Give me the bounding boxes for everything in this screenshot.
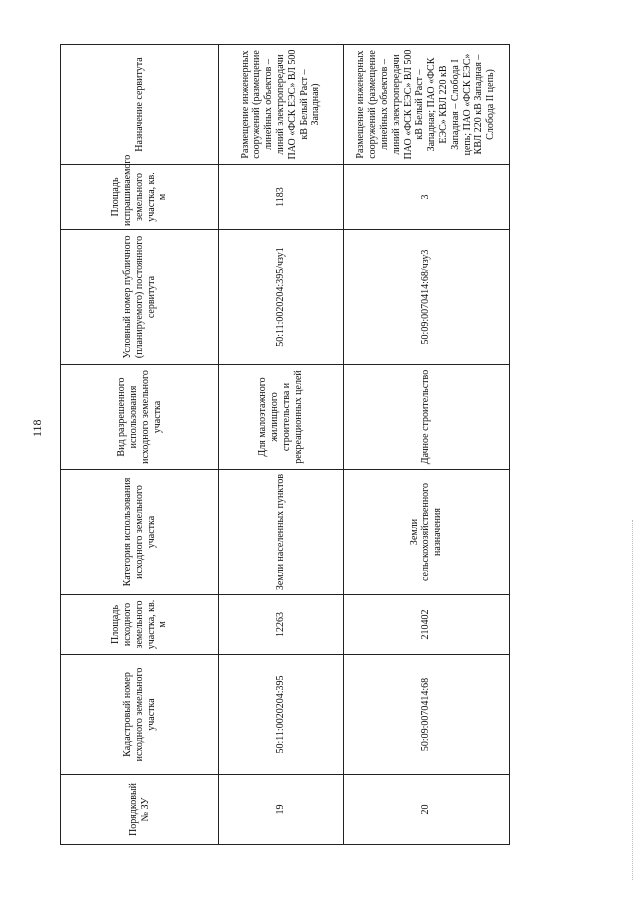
header-cell-servitude-area: Площадь испрашиваемого земельного участка, кв. м bbox=[61, 165, 219, 230]
cell-number: 19 bbox=[219, 775, 343, 845]
cell-number: 20 bbox=[343, 775, 510, 845]
cell-cadastral: 50:11:0020204:395 bbox=[219, 655, 343, 775]
cell-permitted-use: Дачное строительство bbox=[343, 365, 510, 470]
header-cell-number: Порядковый № ЗУ bbox=[61, 775, 219, 845]
page-number: 118 bbox=[30, 419, 44, 437]
cell-area: 210402 bbox=[343, 595, 510, 655]
cell-permitted-use: Для малоэтажного жилищного строительства и рекреационных целей bbox=[219, 365, 343, 470]
cell-servitude-number: 50:09:0070414:68/чзу3 bbox=[343, 230, 510, 365]
rotated-table-container bbox=[60, 45, 510, 845]
cell-purpose: Размещение инженерных сооружений (размещение линейных объектов – линий электропередачи ПАО «ФСК ЕЭС» ВЛ 500 кВ Белый Раст – Западная) bbox=[219, 45, 343, 165]
cell-servitude-area: 1183 bbox=[219, 165, 343, 230]
header-cell-purpose: Назначение сервитута bbox=[61, 45, 219, 165]
header-cell-permitted-use: Вид разрешенного использования исходного земельного участка bbox=[61, 365, 219, 470]
scan-margin-line bbox=[632, 520, 634, 880]
header-cell-category: Категория использования исходного земельного участка bbox=[61, 470, 219, 595]
cell-servitude-number: 50:11:0020204:395/чзу1 bbox=[219, 230, 343, 365]
cell-servitude-area: 3 bbox=[343, 165, 510, 230]
cell-category: Земли сельскохозяйственного назначения bbox=[343, 470, 510, 595]
cell-cadastral: 50:09:0070414:68 bbox=[343, 655, 510, 775]
table-row bbox=[343, 45, 510, 845]
header-cell-area: Площадь исходного земельного участка, кв. м bbox=[61, 595, 219, 655]
header-cell-cadastral: Кадастровый номер исходного земельного участка bbox=[61, 655, 219, 775]
cell-purpose: Размещение инженерных сооружений (размещение линейных объектов – линий электропередачи ПАО «ФСК ЕЭС» ВЛ 500 кВ Белый Раст – Западная; ПАО «ФСК ЕЭС» КВЛ 220 кВ Западная – Слобода I цепь; ПАО «ФСК ЕЭС» КВЛ 220 кВ Западная – Слобода II цепь) bbox=[343, 45, 510, 165]
cell-category: Земли населенных пунктов bbox=[219, 470, 343, 595]
header-cell-servitude-number: Условный номер публичного (планируемого) постоянного сервитута bbox=[61, 230, 219, 365]
table-header-row bbox=[61, 45, 219, 845]
table-row bbox=[219, 45, 343, 845]
cell-area: 12263 bbox=[219, 595, 343, 655]
servitude-table bbox=[60, 44, 510, 845]
